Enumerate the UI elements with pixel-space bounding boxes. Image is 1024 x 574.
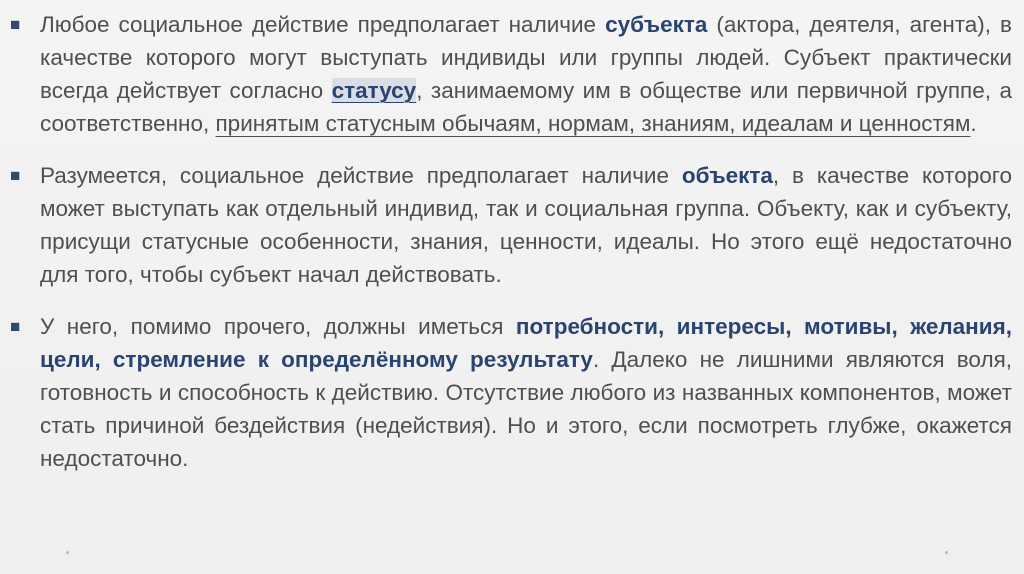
keyword-subject: субъекта [605,12,708,37]
bullet-item-subject [10,8,1012,140]
text-run: (актора, деятеля, агента), в качестве которого могут выступать индивиды или группы людей. Субъект практически всегда действует согласно [40,12,1013,103]
keyword-status: статусу [331,78,417,103]
text-run: . [970,111,977,136]
square-bullet-icon: ■ [10,15,21,34]
bullet-list [10,8,1012,475]
square-bullet-icon: ■ [10,166,21,185]
square-bullet-icon: ■ [10,317,21,336]
text-run: Любое социальное действие предполагает наличие [40,12,606,37]
underlined-phrase: принятым статусным обычаям, нормам, знаниям, идеалам и ценностям [215,111,971,136]
text-run: Разумеется, социальное действие предполагает наличие [40,163,682,188]
text-run: У него, помимо прочего, должны иметься [40,314,516,339]
text-run: . Далеко не лишними являются воля, готовность и способность к действию. Отсутствие любого из названных компонентов, может стать причиной бездействия (недействия). Но и этого, если посмотреть глубже, окажется недостаточно. [40,347,1013,471]
text-run: , в качестве которого может выступать как отдельный индивид, так и социальная группа. Объекту, как и субъекту, присущи статусные особенности, знания, ценности, идеалы. Но этого ещё недостаточно для того, чтобы субъект начал действовать. [40,163,1012,287]
text-run: , занимаемому им в обществе или первичной группе, а соответственно, [40,78,1012,136]
bullet-text [40,12,1012,136]
bullet-item-needs [10,310,1012,475]
decorative-dot [945,551,948,554]
bullet-text [40,314,1012,471]
bullet-item-object [10,159,1012,291]
keyword-needs: потребности, интересы, мотивы, желания, цели, стремление к определённому результату [40,314,1012,372]
keyword-object: объекта [681,163,773,188]
decorative-dot [66,551,69,554]
bullet-text [40,163,1012,287]
